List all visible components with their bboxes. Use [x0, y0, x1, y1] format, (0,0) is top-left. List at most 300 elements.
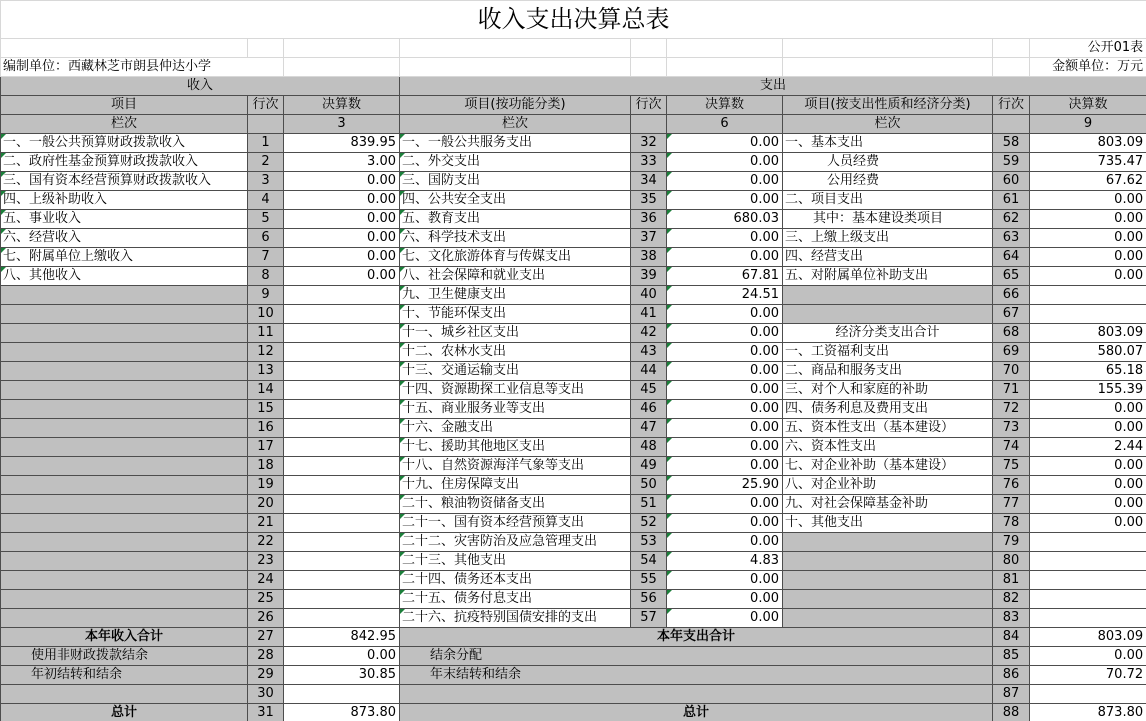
summary-income-amount[interactable]: 873.80	[284, 704, 400, 721]
func-amount-cell[interactable]: 0.00	[667, 590, 783, 609]
econ-item-cell[interactable]	[783, 552, 993, 571]
summary-income-rowno[interactable]: 31	[248, 704, 284, 721]
summary-income-label[interactable]: 本年收入合计	[1, 628, 248, 647]
summary-expense-label[interactable]: 结余分配	[400, 647, 993, 666]
econ-amount-cell[interactable]	[1030, 571, 1146, 590]
econ-rowno-cell[interactable]: 74	[993, 438, 1030, 457]
func-item-cell[interactable]: 五、教育支出	[400, 210, 631, 229]
func-rowno-cell[interactable]: 43	[631, 343, 667, 362]
func-rowno-cell[interactable]: 53	[631, 533, 667, 552]
income-item-cell[interactable]	[1, 400, 248, 419]
func-amount-cell[interactable]: 0.00	[667, 609, 783, 628]
income-rowno-cell[interactable]: 22	[248, 533, 284, 552]
income-rowno-cell[interactable]: 17	[248, 438, 284, 457]
income-amount-cell[interactable]: 839.95	[284, 134, 400, 153]
table-row	[1, 286, 1146, 305]
income-item-cell[interactable]	[1, 305, 248, 324]
econ-item-cell[interactable]: 十、其他支出	[783, 514, 993, 533]
econ-item-cell[interactable]: 六、资本性支出	[783, 438, 993, 457]
income-amount-cell[interactable]: 3.00	[284, 153, 400, 172]
summary-expense-label[interactable]: 总计	[400, 704, 993, 721]
income-amount-cell[interactable]	[284, 400, 400, 419]
func-rowno-cell[interactable]: 45	[631, 381, 667, 400]
income-amount-cell[interactable]	[284, 552, 400, 571]
econ-rowno-cell[interactable]: 59	[993, 153, 1030, 172]
econ-item-cell[interactable]	[783, 609, 993, 628]
income-item-cell[interactable]	[1, 571, 248, 590]
econ-amount-header[interactable]: 决算数	[1030, 96, 1146, 115]
income-rowno-cell[interactable]: 12	[248, 343, 284, 362]
econ-rowno-cell[interactable]: 68	[993, 324, 1030, 343]
func-amount-header[interactable]: 决算数	[667, 96, 783, 115]
summary-expense-amount[interactable]: 0.00	[1030, 647, 1146, 666]
income-amount-cell[interactable]	[284, 324, 400, 343]
func-amount-cell[interactable]: 0.00	[667, 134, 783, 153]
lanci-cell[interactable]: 栏次	[783, 115, 993, 134]
income-amount-cell[interactable]: 0.00	[284, 172, 400, 191]
econ-amount-cell[interactable]: 2.44	[1030, 438, 1146, 457]
econ-item-cell[interactable]: 三、对个人和家庭的补助	[783, 381, 993, 400]
currency-label[interactable]: 金额单位：万元	[1030, 58, 1146, 77]
econ-item-cell[interactable]: 三、上缴上级支出	[783, 229, 993, 248]
col-no-3[interactable]: 3	[284, 115, 400, 134]
income-rowno-cell[interactable]: 13	[248, 362, 284, 381]
econ-rowno-cell[interactable]: 82	[993, 590, 1030, 609]
func-item-cell[interactable]: 三、国防支出	[400, 172, 631, 191]
econ-rowno-cell[interactable]: 69	[993, 343, 1030, 362]
income-rowno-cell[interactable]: 16	[248, 419, 284, 438]
func-item-cell[interactable]: 十三、交通运输支出	[400, 362, 631, 381]
income-amount-cell[interactable]	[284, 286, 400, 305]
page-title[interactable]: 收入支出决算总表	[1, 1, 1146, 39]
func-amount-cell[interactable]: 0.00	[667, 400, 783, 419]
income-amount-cell[interactable]: 0.00	[284, 191, 400, 210]
income-amount-cell[interactable]	[284, 609, 400, 628]
income-rowno-cell[interactable]: 8	[248, 267, 284, 286]
econ-rowno-cell[interactable]: 76	[993, 476, 1030, 495]
func-rowno-cell[interactable]: 41	[631, 305, 667, 324]
func-rowno-cell[interactable]: 56	[631, 590, 667, 609]
summary-expense-amount[interactable]: 70.72	[1030, 666, 1146, 685]
summary-income-amount[interactable]	[284, 685, 400, 704]
econ-amount-cell[interactable]	[1030, 609, 1146, 628]
func-amount-cell[interactable]: 25.90	[667, 476, 783, 495]
econ-rowno-cell[interactable]: 66	[993, 286, 1030, 305]
income-item-header[interactable]: 项目	[1, 96, 248, 115]
econ-amount-cell[interactable]: 0.00	[1030, 419, 1146, 438]
func-amount-cell[interactable]: 0.00	[667, 457, 783, 476]
func-amount-cell[interactable]: 0.00	[667, 324, 783, 343]
income-rowno-cell[interactable]: 18	[248, 457, 284, 476]
econ-rowno-cell[interactable]: 61	[993, 191, 1030, 210]
func-rowno-cell[interactable]: 49	[631, 457, 667, 476]
func-item-cell[interactable]: 二、外交支出	[400, 153, 631, 172]
func-amount-cell[interactable]: 0.00	[667, 438, 783, 457]
func-amount-cell[interactable]: 4.83	[667, 552, 783, 571]
income-rowno-cell[interactable]: 19	[248, 476, 284, 495]
summary-expense-amount[interactable]	[1030, 685, 1146, 704]
func-rowno-cell[interactable]: 37	[631, 229, 667, 248]
func-rowno-cell[interactable]: 33	[631, 153, 667, 172]
func-rowno-cell[interactable]: 32	[631, 134, 667, 153]
econ-amount-cell[interactable]: 0.00	[1030, 457, 1146, 476]
econ-item-cell[interactable]: 五、资本性支出（基本建设）	[783, 419, 993, 438]
summary-income-label[interactable]	[1, 685, 248, 704]
econ-item-cell[interactable]: 八、对企业补助	[783, 476, 993, 495]
func-item-cell[interactable]: 十一、城乡社区支出	[400, 324, 631, 343]
econ-rowno-cell[interactable]: 81	[993, 571, 1030, 590]
summary-income-rowno[interactable]: 27	[248, 628, 284, 647]
expense-header[interactable]: 支出	[400, 77, 1146, 96]
func-rowno-cell[interactable]: 42	[631, 324, 667, 343]
econ-amount-cell[interactable]: 0.00	[1030, 248, 1146, 267]
func-amount-cell[interactable]: 0.00	[667, 172, 783, 191]
econ-amount-cell[interactable]: 155.39	[1030, 381, 1146, 400]
income-rowno-cell[interactable]: 21	[248, 514, 284, 533]
func-item-cell[interactable]: 二十二、灾害防治及应急管理支出	[400, 533, 631, 552]
func-amount-cell[interactable]: 0.00	[667, 229, 783, 248]
func-item-cell[interactable]: 二十五、债务付息支出	[400, 590, 631, 609]
econ-item-header[interactable]: 项目(按支出性质和经济分类)	[783, 96, 993, 115]
income-amount-cell[interactable]: 0.00	[284, 210, 400, 229]
econ-amount-cell[interactable]	[1030, 286, 1146, 305]
econ-item-cell[interactable]	[783, 286, 993, 305]
income-item-cell[interactable]: 六、经营收入	[1, 229, 248, 248]
func-item-cell[interactable]: 一、一般公共服务支出	[400, 134, 631, 153]
func-amount-cell[interactable]: 24.51	[667, 286, 783, 305]
summary-expense-amount[interactable]: 803.09	[1030, 628, 1146, 647]
income-amount-cell[interactable]: 0.00	[284, 248, 400, 267]
income-amount-cell[interactable]	[284, 533, 400, 552]
income-amount-cell[interactable]: 0.00	[284, 229, 400, 248]
summary-income-amount[interactable]: 30.85	[284, 666, 400, 685]
table-row	[1, 381, 1146, 400]
func-rowno-cell[interactable]: 44	[631, 362, 667, 381]
table-row	[1, 191, 1146, 210]
table-row	[1, 552, 1146, 571]
table-row	[1, 609, 1146, 628]
income-amount-cell[interactable]	[284, 590, 400, 609]
summary-expense-rowno[interactable]: 86	[993, 666, 1030, 685]
lanci-cell[interactable]: 栏次	[1, 115, 248, 134]
income-amount-cell[interactable]: 0.00	[284, 267, 400, 286]
table-row	[1, 248, 1146, 267]
income-amount-cell[interactable]	[284, 419, 400, 438]
func-rowno-cell[interactable]: 52	[631, 514, 667, 533]
func-rowno-cell[interactable]: 40	[631, 286, 667, 305]
econ-rowno-cell[interactable]: 70	[993, 362, 1030, 381]
income-item-cell[interactable]	[1, 590, 248, 609]
income-item-cell[interactable]	[1, 533, 248, 552]
income-rowno-cell[interactable]: 4	[248, 191, 284, 210]
income-item-cell[interactable]	[1, 286, 248, 305]
econ-amount-cell[interactable]: 65.18	[1030, 362, 1146, 381]
econ-item-cell[interactable]: 一、基本支出	[783, 134, 993, 153]
func-item-cell[interactable]: 八、社会保障和就业支出	[400, 267, 631, 286]
summary-expense-rowno[interactable]: 85	[993, 647, 1030, 666]
func-rowno-cell[interactable]: 57	[631, 609, 667, 628]
func-rowno-header[interactable]: 行次	[631, 96, 667, 115]
econ-amount-cell[interactable]	[1030, 305, 1146, 324]
econ-item-cell[interactable]: 四、债务利息及费用支出	[783, 400, 993, 419]
income-amount-cell[interactable]	[284, 381, 400, 400]
func-item-cell[interactable]: 二十、粮油物资储备支出	[400, 495, 631, 514]
summary-expense-rowno[interactable]: 87	[993, 685, 1030, 704]
econ-item-cell[interactable]	[783, 590, 993, 609]
income-rowno-cell[interactable]: 10	[248, 305, 284, 324]
income-item-cell[interactable]	[1, 552, 248, 571]
func-rowno-cell[interactable]: 39	[631, 267, 667, 286]
summary-income-rowno[interactable]: 28	[248, 647, 284, 666]
econ-rowno-cell[interactable]: 63	[993, 229, 1030, 248]
func-amount-cell[interactable]: 0.00	[667, 419, 783, 438]
income-item-cell[interactable]	[1, 476, 248, 495]
income-item-cell[interactable]: 三、国有资本经营预算财政拨款收入	[1, 172, 248, 191]
col-no-6[interactable]: 6	[667, 115, 783, 134]
econ-amount-cell[interactable]: 735.47	[1030, 153, 1146, 172]
func-item-cell[interactable]: 十、节能环保支出	[400, 305, 631, 324]
econ-rowno-header[interactable]: 行次	[993, 96, 1030, 115]
econ-item-cell[interactable]: 五、对附属单位补助支出	[783, 267, 993, 286]
econ-amount-cell[interactable]: 0.00	[1030, 514, 1146, 533]
econ-amount-cell[interactable]: 0.00	[1030, 229, 1146, 248]
func-rowno-cell[interactable]: 54	[631, 552, 667, 571]
income-item-cell[interactable]: 八、其他收入	[1, 267, 248, 286]
summary-expense-label[interactable]: 年末结转和结余	[400, 666, 993, 685]
income-rowno-cell[interactable]: 2	[248, 153, 284, 172]
econ-item-cell[interactable]: 七、对企业补助（基本建设）	[783, 457, 993, 476]
econ-rowno-cell[interactable]: 80	[993, 552, 1030, 571]
func-rowno-cell[interactable]: 46	[631, 400, 667, 419]
econ-item-cell[interactable]: 其中：基本建设类项目	[783, 210, 993, 229]
income-item-cell[interactable]	[1, 362, 248, 381]
income-item-cell[interactable]	[1, 609, 248, 628]
table-row	[1, 514, 1146, 533]
econ-item-cell[interactable]: 二、项目支出	[783, 191, 993, 210]
summary-income-amount[interactable]: 0.00	[284, 647, 400, 666]
income-item-cell[interactable]: 一、一般公共预算财政拨款收入	[1, 134, 248, 153]
econ-rowno-cell[interactable]: 73	[993, 419, 1030, 438]
table-row	[1, 419, 1146, 438]
income-rowno-cell[interactable]: 26	[248, 609, 284, 628]
econ-item-cell[interactable]	[783, 571, 993, 590]
func-item-cell[interactable]: 九、卫生健康支出	[400, 286, 631, 305]
summary-income-rowno[interactable]: 30	[248, 685, 284, 704]
summary-income-rowno[interactable]: 29	[248, 666, 284, 685]
table-row	[1, 267, 1146, 286]
income-amount-cell[interactable]	[284, 343, 400, 362]
summary-row	[1, 685, 1146, 704]
econ-rowno-cell[interactable]: 67	[993, 305, 1030, 324]
income-amount-cell[interactable]	[284, 362, 400, 381]
table-row	[1, 343, 1146, 362]
econ-amount-cell[interactable]	[1030, 590, 1146, 609]
econ-rowno-cell[interactable]: 65	[993, 267, 1030, 286]
econ-amount-cell[interactable]	[1030, 552, 1146, 571]
func-rowno-cell[interactable]: 38	[631, 248, 667, 267]
income-rowno-cell[interactable]: 6	[248, 229, 284, 248]
lanci-cell[interactable]: 栏次	[400, 115, 631, 134]
econ-amount-cell[interactable]: 0.00	[1030, 191, 1146, 210]
econ-amount-cell[interactable]: 803.09	[1030, 134, 1146, 153]
econ-item-cell[interactable]: 公用经费	[783, 172, 993, 191]
summary-income-label[interactable]: 总计	[1, 704, 248, 721]
func-item-cell[interactable]: 四、公共安全支出	[400, 191, 631, 210]
func-amount-cell[interactable]: 0.00	[667, 248, 783, 267]
econ-amount-cell[interactable]: 67.62	[1030, 172, 1146, 191]
income-rowno-cell[interactable]: 23	[248, 552, 284, 571]
income-item-cell[interactable]	[1, 381, 248, 400]
form-code[interactable]: 公开01表	[1030, 39, 1146, 58]
income-amount-cell[interactable]	[284, 438, 400, 457]
func-rowno-cell[interactable]: 51	[631, 495, 667, 514]
income-rowno-header[interactable]: 行次	[248, 96, 284, 115]
econ-amount-cell[interactable]: 0.00	[1030, 267, 1146, 286]
income-item-cell[interactable]: 五、事业收入	[1, 210, 248, 229]
func-amount-cell[interactable]: 680.03	[667, 210, 783, 229]
econ-item-cell[interactable]: 人员经费	[783, 153, 993, 172]
econ-rowno-cell[interactable]: 78	[993, 514, 1030, 533]
func-item-cell[interactable]: 二十六、抗疫特别国债安排的支出	[400, 609, 631, 628]
income-rowno-cell[interactable]: 7	[248, 248, 284, 267]
income-rowno-cell[interactable]: 15	[248, 400, 284, 419]
func-amount-cell[interactable]: 0.00	[667, 305, 783, 324]
func-amount-cell[interactable]: 0.00	[667, 191, 783, 210]
func-item-cell[interactable]: 十九、住房保障支出	[400, 476, 631, 495]
econ-rowno-cell[interactable]: 62	[993, 210, 1030, 229]
summary-expense-rowno[interactable]: 88	[993, 704, 1030, 721]
income-rowno-cell[interactable]: 1	[248, 134, 284, 153]
econ-rowno-cell[interactable]: 79	[993, 533, 1030, 552]
income-amount-cell[interactable]	[284, 457, 400, 476]
func-amount-cell[interactable]: 0.00	[667, 343, 783, 362]
econ-item-cell[interactable]: 二、商品和服务支出	[783, 362, 993, 381]
income-item-cell[interactable]	[1, 419, 248, 438]
econ-amount-cell[interactable]	[1030, 533, 1146, 552]
col-no-9[interactable]: 9	[1030, 115, 1146, 134]
func-item-cell[interactable]: 十六、金融支出	[400, 419, 631, 438]
econ-rowno-cell[interactable]: 64	[993, 248, 1030, 267]
econ-item-cell[interactable]: 九、对社会保障基金补助	[783, 495, 993, 514]
income-rowno-cell[interactable]: 3	[248, 172, 284, 191]
income-amount-cell[interactable]	[284, 476, 400, 495]
income-amount-cell[interactable]	[284, 571, 400, 590]
func-amount-cell[interactable]: 0.00	[667, 381, 783, 400]
econ-amount-cell[interactable]: 0.00	[1030, 400, 1146, 419]
income-rowno-cell[interactable]: 9	[248, 286, 284, 305]
func-item-cell[interactable]: 十五、商业服务业等支出	[400, 400, 631, 419]
func-item-cell[interactable]: 二十一、国有资本经营预算支出	[400, 514, 631, 533]
func-rowno-cell[interactable]: 55	[631, 571, 667, 590]
econ-rowno-cell[interactable]: 83	[993, 609, 1030, 628]
income-item-cell[interactable]	[1, 324, 248, 343]
func-amount-cell[interactable]: 0.00	[667, 571, 783, 590]
func-amount-cell[interactable]: 0.00	[667, 153, 783, 172]
income-item-cell[interactable]: 二、政府性基金预算财政拨款收入	[1, 153, 248, 172]
income-header[interactable]: 收入	[1, 77, 400, 96]
func-rowno-cell[interactable]: 50	[631, 476, 667, 495]
econ-rowno-cell[interactable]: 75	[993, 457, 1030, 476]
econ-item-cell[interactable]: 一、工资福利支出	[783, 343, 993, 362]
func-rowno-cell[interactable]: 34	[631, 172, 667, 191]
table-row	[1, 153, 1146, 172]
income-amount-cell[interactable]	[284, 495, 400, 514]
func-amount-cell[interactable]: 0.00	[667, 514, 783, 533]
func-item-cell[interactable]: 七、文化旅游体育与传媒支出	[400, 248, 631, 267]
func-item-cell[interactable]: 十四、资源勘探工业信息等支出	[400, 381, 631, 400]
summary-income-amount[interactable]: 842.95	[284, 628, 400, 647]
income-item-cell[interactable]: 七、附属单位上缴收入	[1, 248, 248, 267]
income-rowno-cell[interactable]: 25	[248, 590, 284, 609]
func-rowno-cell[interactable]: 35	[631, 191, 667, 210]
econ-rowno-cell[interactable]: 58	[993, 134, 1030, 153]
func-amount-cell[interactable]: 67.81	[667, 267, 783, 286]
income-item-cell[interactable]	[1, 343, 248, 362]
income-rowno-cell[interactable]: 24	[248, 571, 284, 590]
func-amount-cell[interactable]: 0.00	[667, 533, 783, 552]
econ-amount-cell[interactable]: 0.00	[1030, 495, 1146, 514]
income-item-cell[interactable]	[1, 438, 248, 457]
func-item-cell[interactable]: 二十三、其他支出	[400, 552, 631, 571]
econ-rowno-cell[interactable]: 71	[993, 381, 1030, 400]
income-amount-cell[interactable]	[284, 514, 400, 533]
econ-amount-cell[interactable]: 803.09	[1030, 324, 1146, 343]
summary-income-label[interactable]: 年初结转和结余	[1, 666, 248, 685]
func-item-cell[interactable]: 十七、援助其他地区支出	[400, 438, 631, 457]
func-rowno-cell[interactable]: 48	[631, 438, 667, 457]
econ-item-cell[interactable]: 经济分类支出合计	[783, 324, 993, 343]
income-rowno-cell[interactable]: 20	[248, 495, 284, 514]
func-item-header[interactable]: 项目(按功能分类)	[400, 96, 631, 115]
income-amount-cell[interactable]	[284, 305, 400, 324]
func-amount-cell[interactable]: 0.00	[667, 495, 783, 514]
econ-item-cell[interactable]: 四、经营支出	[783, 248, 993, 267]
income-item-cell[interactable]	[1, 457, 248, 476]
summary-expense-amount[interactable]: 873.80	[1030, 704, 1146, 721]
func-rowno-cell[interactable]: 36	[631, 210, 667, 229]
econ-rowno-cell[interactable]: 72	[993, 400, 1030, 419]
income-rowno-cell[interactable]: 14	[248, 381, 284, 400]
func-rowno-cell[interactable]: 47	[631, 419, 667, 438]
income-item-cell[interactable]	[1, 514, 248, 533]
econ-rowno-cell[interactable]: 60	[993, 172, 1030, 191]
func-item-cell[interactable]: 二十四、债务还本支出	[400, 571, 631, 590]
income-rowno-cell[interactable]: 5	[248, 210, 284, 229]
econ-amount-cell[interactable]: 0.00	[1030, 476, 1146, 495]
summary-row	[1, 704, 1146, 721]
func-item-cell[interactable]: 十八、自然资源海洋气象等支出	[400, 457, 631, 476]
summary-expense-rowno[interactable]: 84	[993, 628, 1030, 647]
income-amount-header[interactable]: 决算数	[284, 96, 400, 115]
income-item-cell[interactable]: 四、上级补助收入	[1, 191, 248, 210]
income-rowno-cell[interactable]: 11	[248, 324, 284, 343]
table-row	[1, 229, 1146, 248]
table-row	[1, 533, 1146, 552]
econ-rowno-cell[interactable]: 77	[993, 495, 1030, 514]
econ-amount-cell[interactable]: 580.07	[1030, 343, 1146, 362]
income-item-cell[interactable]	[1, 495, 248, 514]
summary-expense-label[interactable]	[400, 685, 993, 704]
summary-expense-label[interactable]: 本年支出合计	[400, 628, 993, 647]
econ-amount-cell[interactable]: 0.00	[1030, 210, 1146, 229]
unit-label[interactable]: 编制单位：西藏林芝市朗县仲达小学	[1, 58, 284, 77]
econ-item-cell[interactable]	[783, 305, 993, 324]
econ-item-cell[interactable]	[783, 533, 993, 552]
func-item-cell[interactable]: 六、科学技术支出	[400, 229, 631, 248]
func-item-cell[interactable]: 十二、农林水支出	[400, 343, 631, 362]
summary-income-label[interactable]: 使用非财政拨款结余	[1, 647, 248, 666]
func-amount-cell[interactable]: 0.00	[667, 362, 783, 381]
